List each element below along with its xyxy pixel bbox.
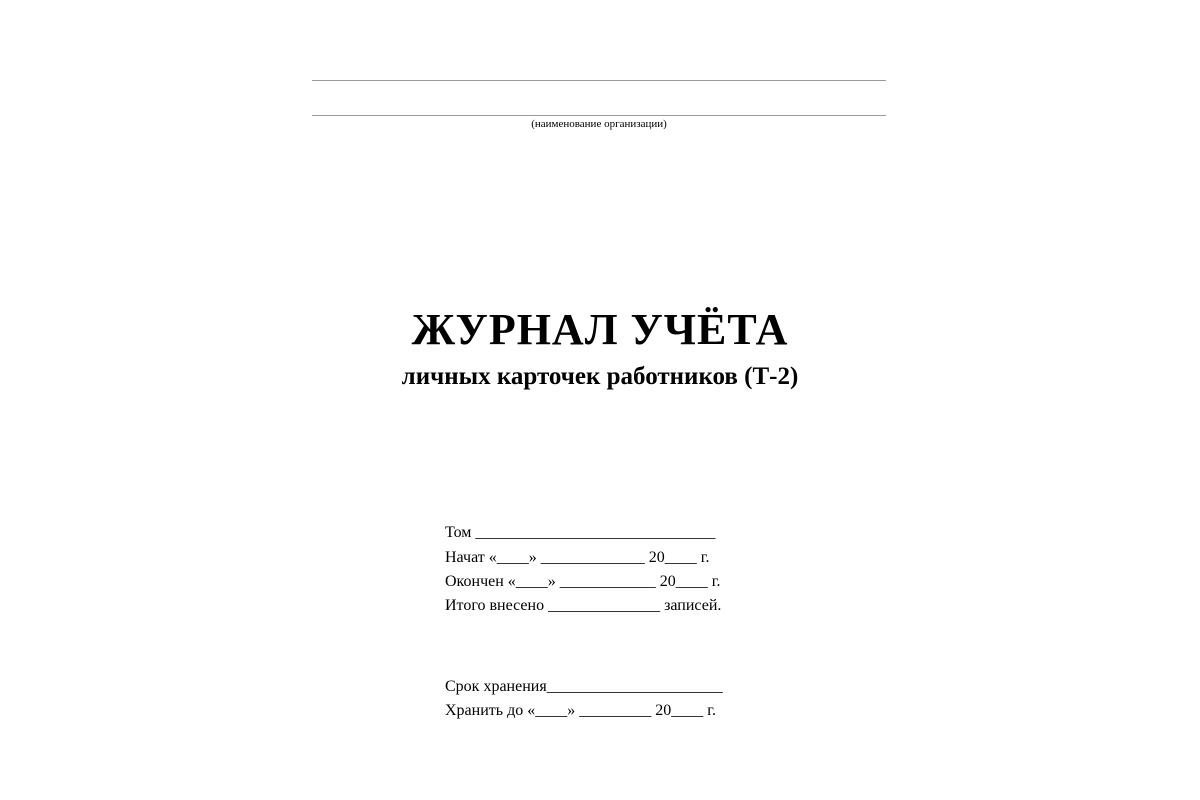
org-name-line-2 — [312, 115, 886, 116]
ended-date-field: Окончен «____» ____________ 20____ г. — [445, 573, 721, 590]
org-name-line-1 — [312, 80, 886, 81]
keep-until-field: Хранить до «____» _________ 20____ г. — [445, 702, 716, 719]
org-name-caption: (наименование организации) — [531, 118, 667, 130]
journal-title: ЖУРНАЛ УЧЁТА — [411, 305, 789, 354]
total-entries-field: Итого внесено ______________ записей. — [445, 597, 722, 614]
volume-field: Том ______________________________ — [445, 524, 716, 541]
storage-period-field: Срок хранения______________________ — [445, 678, 723, 695]
journal-subtitle: личных карточек работников (Т-2) — [401, 363, 799, 390]
started-date-field: Начат «____» _____________ 20____ г. — [445, 549, 710, 566]
